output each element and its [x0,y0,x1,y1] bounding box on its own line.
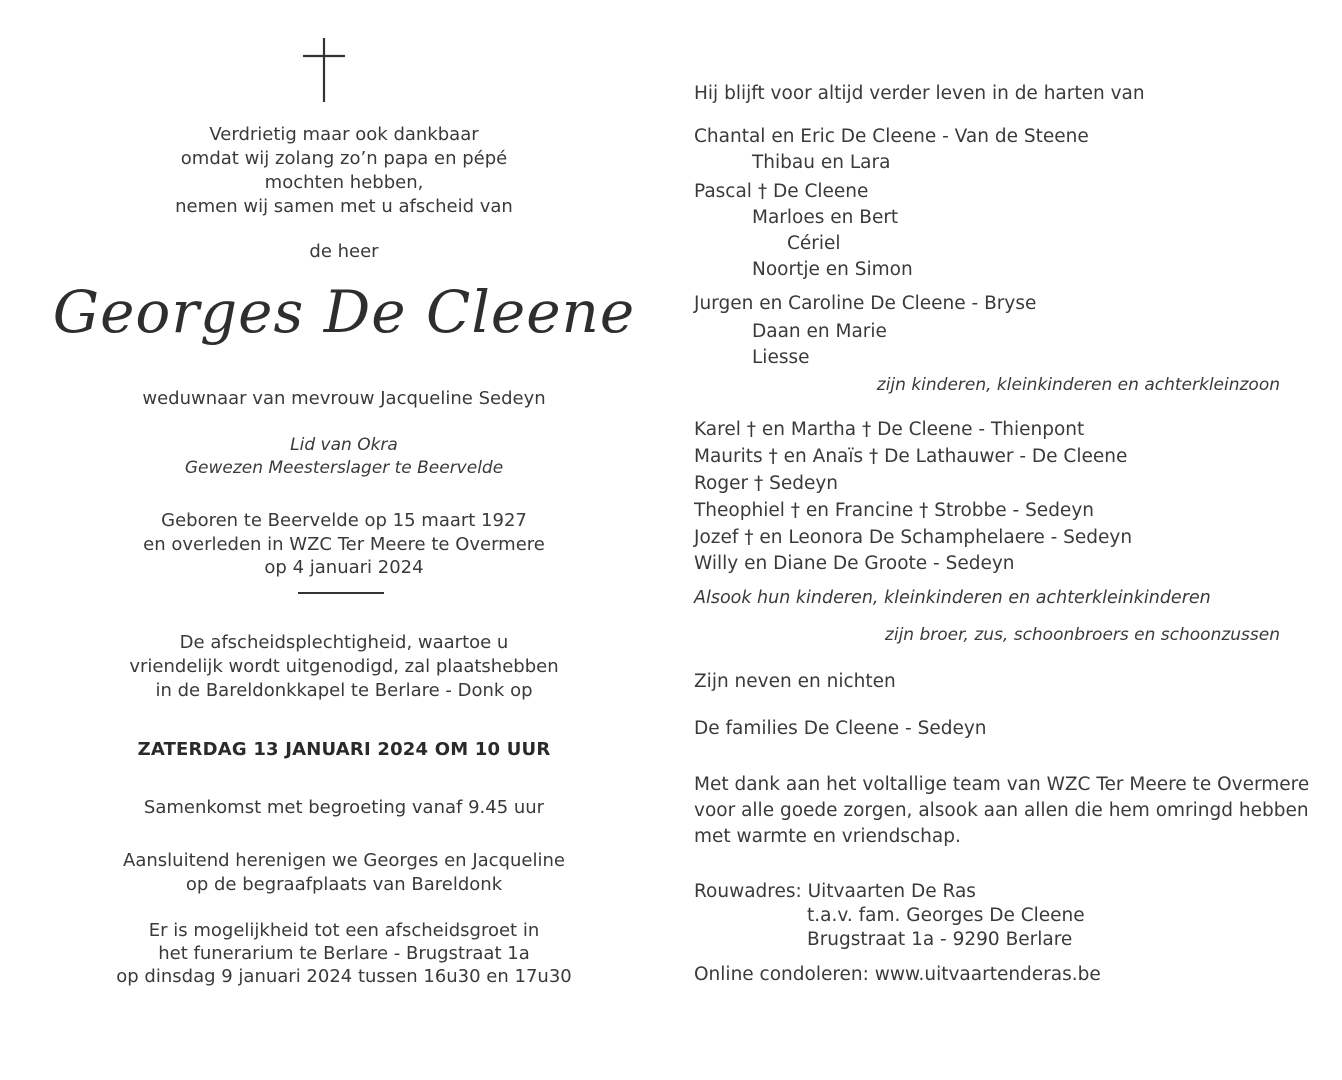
burial-line: Aansluitend herenigen we Georges en Jacqueline [123,850,565,871]
visit-line: het funerarium te Berlare - Brugstraat 1a [158,943,530,964]
thanks-line: Met dank aan het voltallige team van WZC Ter Meere te Overmere [694,774,1310,795]
family-line: Noortje en Simon [752,259,913,280]
family-line: Chantal en Eric De Cleene - Van de Steene [694,126,1089,147]
family-line: Daan en Marie [752,321,887,342]
honorific: de heer [309,241,379,262]
cousins-line: Zijn neven en nichten [694,671,896,692]
sibling-line: Karel † en Martha † De Cleene - Thienpont [694,419,1085,440]
ceremony-date-time: ZATERDAG 13 JANUARI 2024 OM 10 UUR [137,739,551,760]
families-line: De families De Cleene - Sedeyn [694,718,987,739]
intro-line: omdat wij zolang zo’n papa en pépé [180,148,508,169]
children-caption: zijn kinderen, kleinkinderen en achterkleinzoon [876,375,1280,395]
address-line: t.a.v. fam. Georges De Cleene [807,905,1085,926]
divider [298,592,384,594]
remembrance-heading: Hij blijft voor altijd verder leven in de harten van [694,83,1145,104]
sibling-line: Jozef † en Leonora De Schamphelaere - Sedeyn [694,527,1133,548]
visit-line: op dinsdag 9 januari 2024 tussen 16u30 en 17u30 [116,966,572,987]
ceremony-line: vriendelijk wordt uitgenodigd, zal plaatshebben [129,656,559,677]
sibling-line: Maurits † en Anaïs † De Lathauwer - De Cleene [694,446,1128,467]
thanks-line: met warmte en vriendschap. [694,826,961,847]
burial-line: op de begraafplaats van Bareldonk [185,874,503,895]
family-line: Marloes en Bert [752,207,899,228]
family-line: Thibau en Lara [752,152,891,173]
online-condolence-link[interactable]: Online condoleren: www.uitvaartenderas.be [694,964,1101,985]
sibling-line: Theophiel † en Francine † Strobbe - Sedeyn [694,500,1094,521]
family-line: Cériel [787,233,841,254]
thanks-line: voor alle goede zorgen, alsook aan allen die hem omringd hebben [694,800,1309,821]
ceremony-line: in de Bareldonkkapel te Berlare - Donk op [155,680,533,701]
birth-death-line: Geboren te Beervelde op 15 maart 1927 [161,510,527,531]
deceased-name: Georges De Cleene [52,278,636,346]
intro-line: Verdrietig maar ook dankbaar [209,124,479,145]
widower-line: weduwnaar van mevrouw Jacqueline Sedeyn [142,388,546,409]
intro-line: nemen wij samen met u afscheid van [175,196,513,217]
cross-icon [300,36,348,106]
intro-line: mochten hebben, [264,172,424,193]
family-line: Jurgen en Caroline De Cleene - Bryse [694,293,1037,314]
address-label: Rouwadres: Uitvaarten De Ras [694,881,976,902]
role-line: Gewezen Meesterslager te Beervelde [184,458,504,478]
visit-line: Er is mogelijkheid tot een afscheidsgroet in [148,920,540,941]
ceremony-line: De afscheidsplechtigheid, waartoe u [179,632,509,653]
sibling-line: Roger † Sedeyn [694,473,839,494]
sibling-line: Willy en Diane De Groote - Sedeyn [694,553,1015,574]
address-line: Brugstraat 1a - 9290 Berlare [807,929,1073,950]
birth-death-line: op 4 januari 2024 [264,557,424,578]
family-line: Pascal † De Cleene [694,181,869,202]
role-line: Lid van Okra [290,435,398,455]
gathering-line: Samenkomst met begroeting vanaf 9.45 uur [143,797,545,818]
siblings-extra: Alsook hun kinderen, kleinkinderen en achterkleinkinderen [694,588,1211,608]
siblings-caption: zijn broer, zus, schoonbroers en schoonzussen [884,625,1280,645]
birth-death-line: en overleden in WZC Ter Meere te Overmere [143,534,545,555]
family-line: Liesse [752,347,810,368]
